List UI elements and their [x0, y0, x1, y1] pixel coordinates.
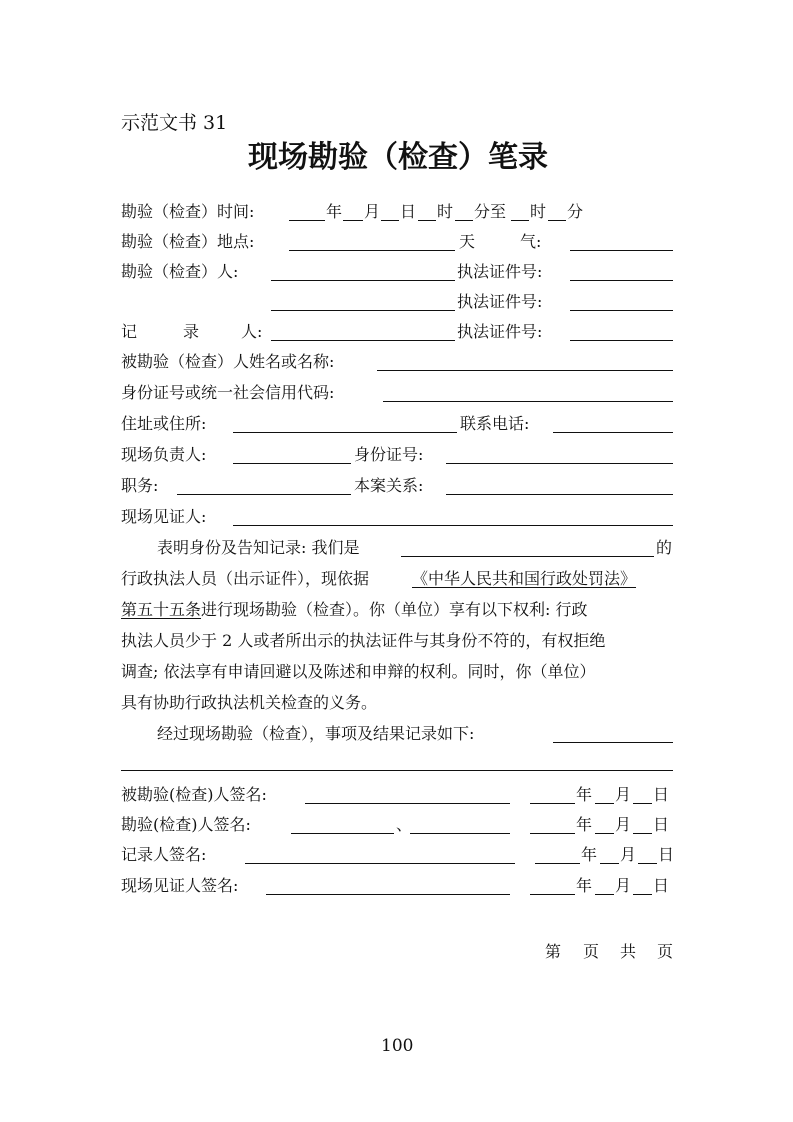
weather-label-2: 气: — [520, 232, 542, 251]
month-blank[interactable] — [343, 220, 363, 221]
law-name: 《中华人民共和国行政处罚法》 — [412, 569, 637, 588]
subject-label: 被勘验（检查）人姓名或名称: — [121, 352, 335, 371]
subject-input[interactable] — [377, 370, 673, 371]
inspector-sign-year: 年 — [576, 815, 593, 834]
page-counter-char-2: 页 — [583, 942, 600, 961]
witness-sign-month-blank[interactable] — [595, 894, 614, 895]
witness-label: 现场见证人: — [121, 507, 207, 526]
id-code-input[interactable] — [383, 401, 673, 402]
subject-sign-month: 月 — [615, 785, 632, 804]
page-counter-char-3: 共 — [620, 942, 637, 961]
cert-label-2: 执法证件号: — [457, 292, 543, 311]
time-minute-to-unit: 分至 — [474, 202, 507, 221]
time-minute2-unit: 分 — [567, 202, 584, 221]
id-number-input[interactable] — [446, 463, 673, 464]
time-year-unit: 年 — [326, 202, 343, 221]
weather-label-1: 天 — [459, 232, 476, 251]
position-label: 职务: — [121, 476, 159, 495]
time-month-unit: 月 — [364, 202, 381, 221]
recorder-sign-month-blank[interactable] — [600, 863, 619, 864]
subject-sign-label: 被勘验(检查)人签名: — [121, 785, 267, 804]
recorder-sign-day-blank[interactable] — [638, 863, 657, 864]
subject-sign-year: 年 — [576, 785, 593, 804]
recorder-char-3: 人: — [241, 322, 263, 341]
notice-line1-a: 表明身份及告知记录: 我们是 — [157, 538, 360, 557]
inspector-sign-day-blank[interactable] — [633, 833, 652, 834]
page-title: 现场勘验（检查）笔录 — [248, 140, 548, 175]
inspector-sign-label: 勘验(检查)人签名: — [121, 815, 251, 834]
site-manager-input[interactable] — [233, 463, 351, 464]
hour2-blank[interactable] — [511, 220, 529, 221]
position-input[interactable] — [177, 494, 351, 495]
recorder-sign-month: 月 — [620, 845, 637, 864]
subject-sign-day: 日 — [653, 785, 670, 804]
notice-line1-b: 的 — [656, 538, 673, 557]
recorder-sign-day: 日 — [658, 845, 675, 864]
inspector-sign-month-blank[interactable] — [595, 833, 614, 834]
inspector-sign-input-2[interactable] — [410, 833, 510, 834]
witness-sign-year-blank[interactable] — [530, 894, 575, 895]
inspector-sign-year-blank[interactable] — [530, 833, 575, 834]
address-input[interactable] — [233, 432, 457, 433]
phone-input[interactable] — [553, 432, 673, 433]
id-number-label: 身份证号: — [354, 445, 424, 464]
subject-sign-input[interactable] — [305, 803, 510, 804]
phone-label: 联系电话: — [460, 414, 530, 433]
weather-input[interactable] — [570, 250, 673, 251]
page-counter-char-1: 第 — [545, 942, 562, 961]
time-hour2-unit: 时 — [530, 202, 547, 221]
inspector-sign-day: 日 — [653, 815, 670, 834]
notice-line4: 执法人员少于 2 人或者所出示的执法证件与其身份不符的，有权拒绝 — [121, 631, 606, 650]
hour-blank[interactable] — [418, 220, 436, 221]
cert-label-1: 执法证件号: — [457, 262, 543, 281]
witness-sign-month: 月 — [615, 876, 632, 895]
minute-blank[interactable] — [455, 220, 473, 221]
result-input-line[interactable] — [121, 770, 673, 771]
subject-sign-year-blank[interactable] — [530, 803, 575, 804]
time-label: 勘验（检查）时间: — [121, 202, 255, 221]
notice-line6: 具有协助行政执法机关检查的义务。 — [121, 693, 378, 712]
time-day-unit: 日 — [400, 202, 417, 221]
cert-input-2[interactable] — [570, 310, 673, 311]
inspector-input-2[interactable] — [271, 310, 455, 311]
place-label: 勘验（检查）地点: — [121, 232, 255, 251]
cert-input-3[interactable] — [570, 340, 673, 341]
id-code-label: 身份证号或统一社会信用代码: — [121, 383, 335, 402]
year-blank[interactable] — [289, 220, 325, 221]
recorder-sign-label: 记录人签名: — [121, 845, 207, 864]
subject-sign-month-blank[interactable] — [595, 803, 614, 804]
inspector-sign-separator: 、 — [396, 815, 413, 834]
place-input[interactable] — [289, 250, 455, 251]
cert-input-1[interactable] — [570, 280, 673, 281]
inspector-label: 勘验（检查）人: — [121, 262, 239, 281]
inspector-sign-input-1[interactable] — [291, 833, 394, 834]
subject-sign-day-blank[interactable] — [633, 803, 652, 804]
address-label: 住址或住所: — [121, 414, 207, 433]
witness-sign-input[interactable] — [266, 894, 510, 895]
recorder-input[interactable] — [271, 340, 455, 341]
notice-line2-a: 行政执法人员（出示证件），现依据 — [121, 569, 370, 588]
witness-sign-label: 现场见证人签名: — [121, 876, 239, 895]
law-article: 第五十五条 — [121, 600, 202, 619]
day-blank[interactable] — [381, 220, 399, 221]
recorder-sign-year-blank[interactable] — [535, 863, 580, 864]
agency-input[interactable] — [401, 556, 654, 557]
inspector-sign-month: 月 — [615, 815, 632, 834]
page-number: 100 — [381, 1036, 414, 1056]
case-relation-input[interactable] — [446, 494, 673, 495]
witness-sign-day-blank[interactable] — [633, 894, 652, 895]
inspector-input-1[interactable] — [271, 280, 455, 281]
witness-input[interactable] — [233, 525, 673, 526]
witness-sign-year: 年 — [576, 876, 593, 895]
recorder-char-2: 录 — [183, 322, 200, 341]
time-hour-unit: 时 — [437, 202, 454, 221]
recorder-char-1: 记 — [121, 322, 138, 341]
site-manager-label: 现场负责人: — [121, 445, 207, 464]
minute2-blank[interactable] — [548, 220, 566, 221]
recorder-sign-input[interactable] — [245, 863, 515, 864]
recorder-sign-year: 年 — [581, 845, 598, 864]
doc-label: 示范文书 31 — [121, 112, 228, 134]
notice-line5: 调查; 依法享有申请回避以及陈述和申辩的权利。同时，你（单位） — [121, 662, 596, 681]
page-counter-char-4: 页 — [657, 942, 674, 961]
case-relation-label: 本案关系: — [354, 476, 424, 495]
notice-line3-b: 进行现场勘验（检查）。你（单位）享有以下权利: 行政 — [201, 600, 588, 619]
witness-sign-day: 日 — [653, 876, 670, 895]
result-input-inline[interactable] — [553, 742, 673, 743]
cert-label-3: 执法证件号: — [457, 322, 543, 341]
result-label: 经过现场勘验（检查），事项及结果记录如下: — [157, 724, 475, 743]
